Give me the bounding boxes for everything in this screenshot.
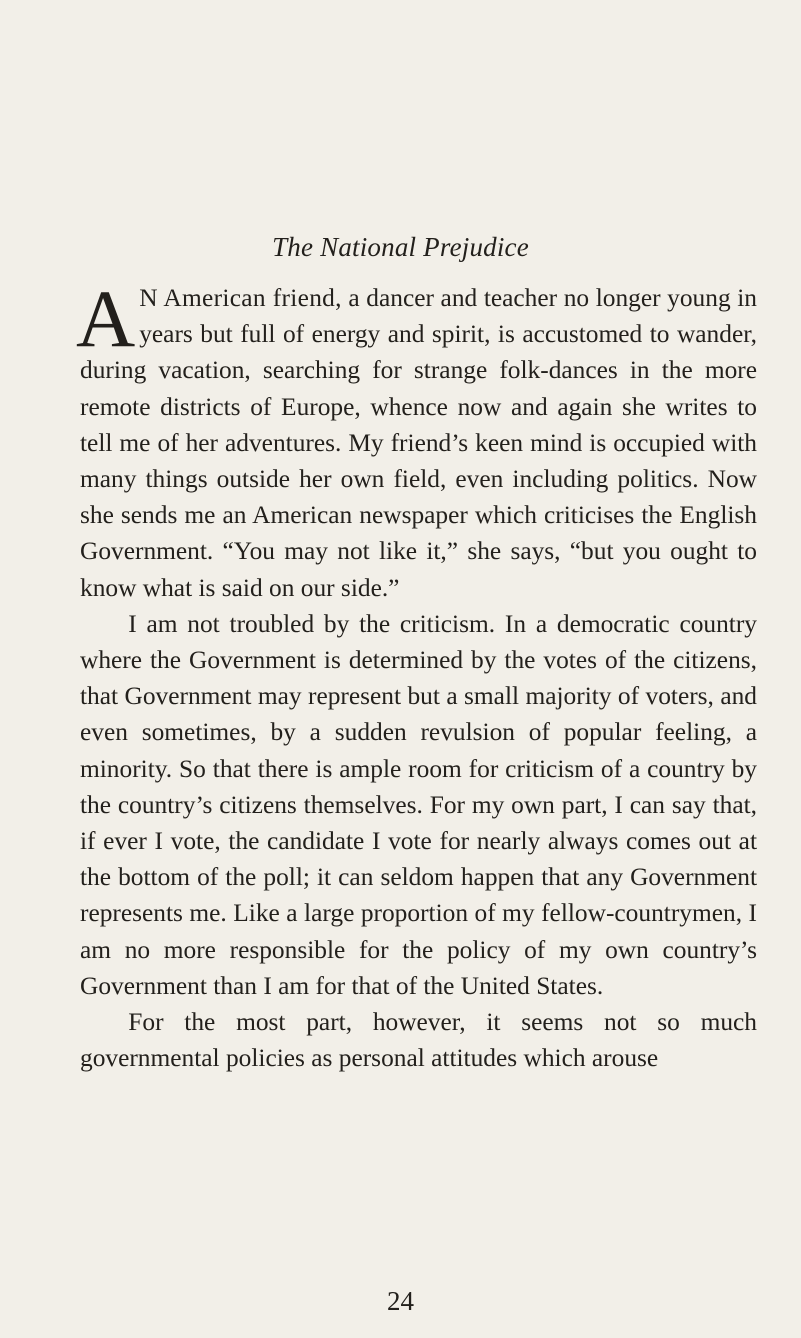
opening-words: N American friend,	[139, 284, 342, 312]
paragraph-1-text: a dancer and teacher no longer young in years but full of energy and spirit, is accustomed to wander, during vacation, searching for strange folk-dances in the more remote districts of Europe, whence now and again she writes to tell me of her adventures. My friend’s keen mind is occupied with many things outside her own field, even including politics. Now she sends me an American newspaper which criticises the English Government. “You may not like it,” she says, “but you ought to know what is said on our side.”	[80, 284, 757, 602]
drop-cap: A	[76, 273, 136, 364]
body-text	[76, 273, 757, 1076]
page-number: 24	[387, 1286, 414, 1316]
paragraph-2: I am not troubled by the criticism. In a democratic country where the Government is determined by the votes of the citizens, that Government may represent but a small majority of voters, and even sometimes, by a sudden revulsion of popular feeling, a minority. So that there is ample room for criticism of a country by the country’s citizens themselves. For my own part, I can say that, if ever I vote, the candidate I vote for nearly always comes out at the bottom of the poll; it can seldom happen that any Government represents me. Like a large proportion of my fellow-countrymen, I am no more responsible for the policy of my own country’s Government than I am for that of the United States.	[80, 609, 757, 1000]
paragraph-3: For the most part, however, it seems not so much governmental policies as personal attitudes which arouse	[80, 1008, 757, 1073]
paragraph-1	[76, 273, 757, 606]
running-title: The National Prejudice	[272, 232, 529, 262]
